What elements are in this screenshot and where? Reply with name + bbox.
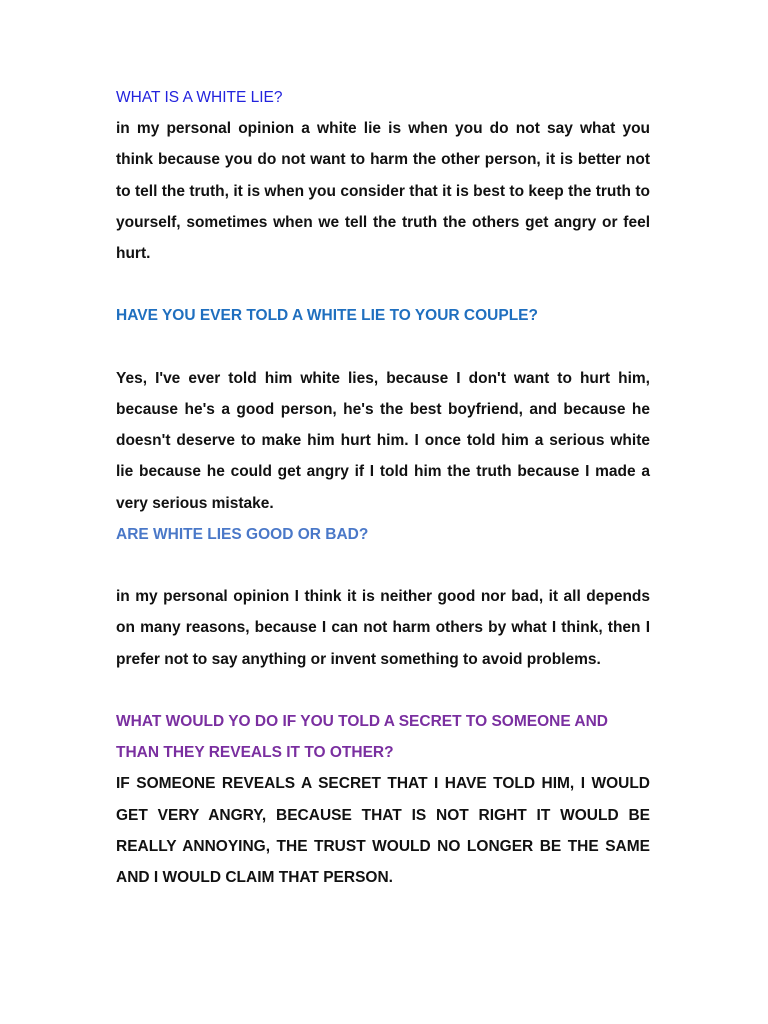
document-page — [116, 82, 650, 893]
paragraph-told-secret: IF SOMEONE REVEALS A SECRET THAT I HAVE TOLD HIM, I WOULD GET VERY ANGRY, BECAUSE THAT IS NOT RIGHT IT WOULD BE REALLY ANNOYING, THE TRUST WOULD NO LONGER BE THE SAME AND I WOULD CLAIM THAT PERSON. — [116, 775, 650, 887]
spacer — [116, 332, 650, 363]
spacer — [116, 675, 650, 706]
heading-told-secret: WHAT WOULD YO DO IF YOU TOLD A SECRET TO SOMEONE AND THAN THEY REVEALS IT TO OTHER? — [116, 713, 608, 762]
heading-told-white-lie-couple: HAVE YOU EVER TOLD A WHITE LIE TO YOUR COUPLE? — [116, 307, 538, 325]
heading-good-or-bad: ARE WHITE LIES GOOD OR BAD? — [116, 525, 369, 543]
paragraph-what-is-white-lie: in my personal opinion a white lie is when you do not say what you think because you do not want to harm the other person, it is better not to tell the truth, it is when you consider that it is best to keep the truth to yourself, sometimes when we tell the truth the others get angry or feel hurt. — [116, 120, 650, 263]
paragraph-good-or-bad: in my personal opinion I think it is neither good nor bad, it all depends on many reasons, because I can not harm others by what I think, then I prefer not to say anything or invent something to avoid problems. — [116, 588, 650, 668]
spacer — [116, 550, 650, 581]
heading-what-is-white-lie: WHAT IS A WHITE LIE? — [116, 89, 283, 106]
paragraph-told-white-lie-couple: Yes, I've ever told him white lies, because I don't want to hurt him, because he's a good person, he's the best boyfriend, and because he doesn't deserve to make him hurt him. I once told him a serious white lie because he could get angry if I told him the truth because I made a very serious mistake. — [116, 369, 650, 512]
spacer — [116, 269, 650, 300]
